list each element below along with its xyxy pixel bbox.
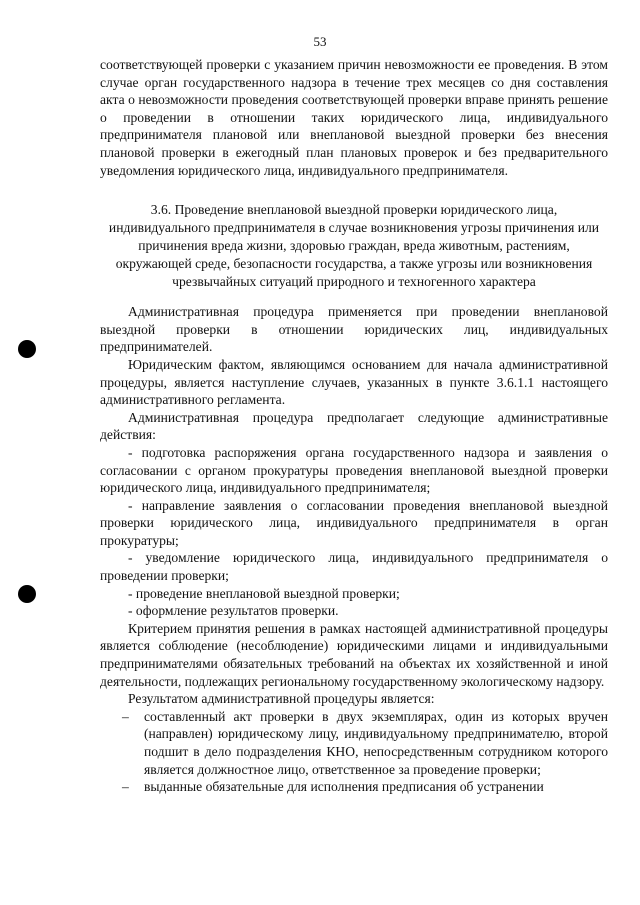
action-item: - оформление результатов проверки. (128, 603, 339, 619)
document-body (100, 56, 608, 796)
action-item: - уведомление юридического лица, индивидуального предпринимателя о проведении проверки; (100, 550, 608, 584)
dash-marker: – (122, 708, 129, 724)
body-paragraph: Критерием принятия решения в рамках настоящей административной процедуры является соблюдение (несоблюдение) юридическими лицами и индивидуальными предпринимателями обязательных требований на объектах их хозяйственной и иной деятельности, подлежащих региональному государственному экологическому надзору. (100, 620, 608, 689)
list-item (100, 778, 608, 796)
dash-marker: – (122, 779, 129, 795)
body-paragraph: Административная процедура предполагает следующие административные действия: (100, 409, 608, 443)
page-number: 53 (313, 34, 327, 49)
body-paragraph: Результатом административной процедуры является: (128, 691, 435, 707)
body-paragraph: Юридическим фактом, являющимся основанием для начала административной процедуры, является наступление случаев, указанных в пункте 3.6.1.1 настоящего административного регламента. (100, 356, 608, 408)
section-heading: 3.6. Проведение внеплановой выездной проверки юридического лица, индивидуального предпринимателя в случае возникновения угрозы причинения или причинения вреда жизни, здоровью граждан, вреда животным, растениям, окружающей среде, безопасности государства, а также угрозы или возникновения чрезвычайных ситуаций природного и техногенного характера (108, 202, 600, 290)
list-item-text: составленный акт проверки в двух экземплярах, один из которых вручен (направлен) юридическому лицу, индивидуальному предпринимателю, второй подшит в дело подразделения КНО, непосредственным сотрудником которого является должностное лицо, ответственное за проведение проверки; (144, 708, 608, 777)
action-item: - проведение внеплановой выездной проверки; (128, 585, 400, 601)
list-item-text: выданные обязательные для исполнения предписания об устранении (144, 779, 544, 795)
binder-hole-mark (18, 585, 36, 603)
intro-paragraph: соответствующей проверки с указанием причин невозможности ее проведения. В этом случае орган государственного надзора в течение трех месяцев со дня составления акта о невозможности проведения соответствующей проверки вправе принять решение о проведении в отношении таких юридического лица, индивидуального предпринимателя плановой или внеплановой выездной проверки без внесения плановой проверки в ежегодный план плановых проверок и без предварительного уведомления юридического лица, индивидуального предпринимателя. (100, 57, 608, 178)
results-list (100, 708, 608, 796)
list-item (100, 708, 608, 778)
binder-hole-mark (18, 340, 36, 358)
action-item: - подготовка распоряжения органа государственного надзора и заявления о согласовании с органом прокуратуры проведения внеплановой выездной проверки юридического лица, индивидуального предпринимателя; (100, 444, 608, 496)
action-item: - направление заявления о согласовании проведения внеплановой выездной проверки юридического лица, индивидуального предпринимателя в орган прокуратуры; (100, 497, 608, 548)
body-paragraph: Административная процедура применяется при проведении внеплановой выездной проверки в отношении юридических лиц, индивидуальных предпринимателей. (100, 304, 608, 355)
